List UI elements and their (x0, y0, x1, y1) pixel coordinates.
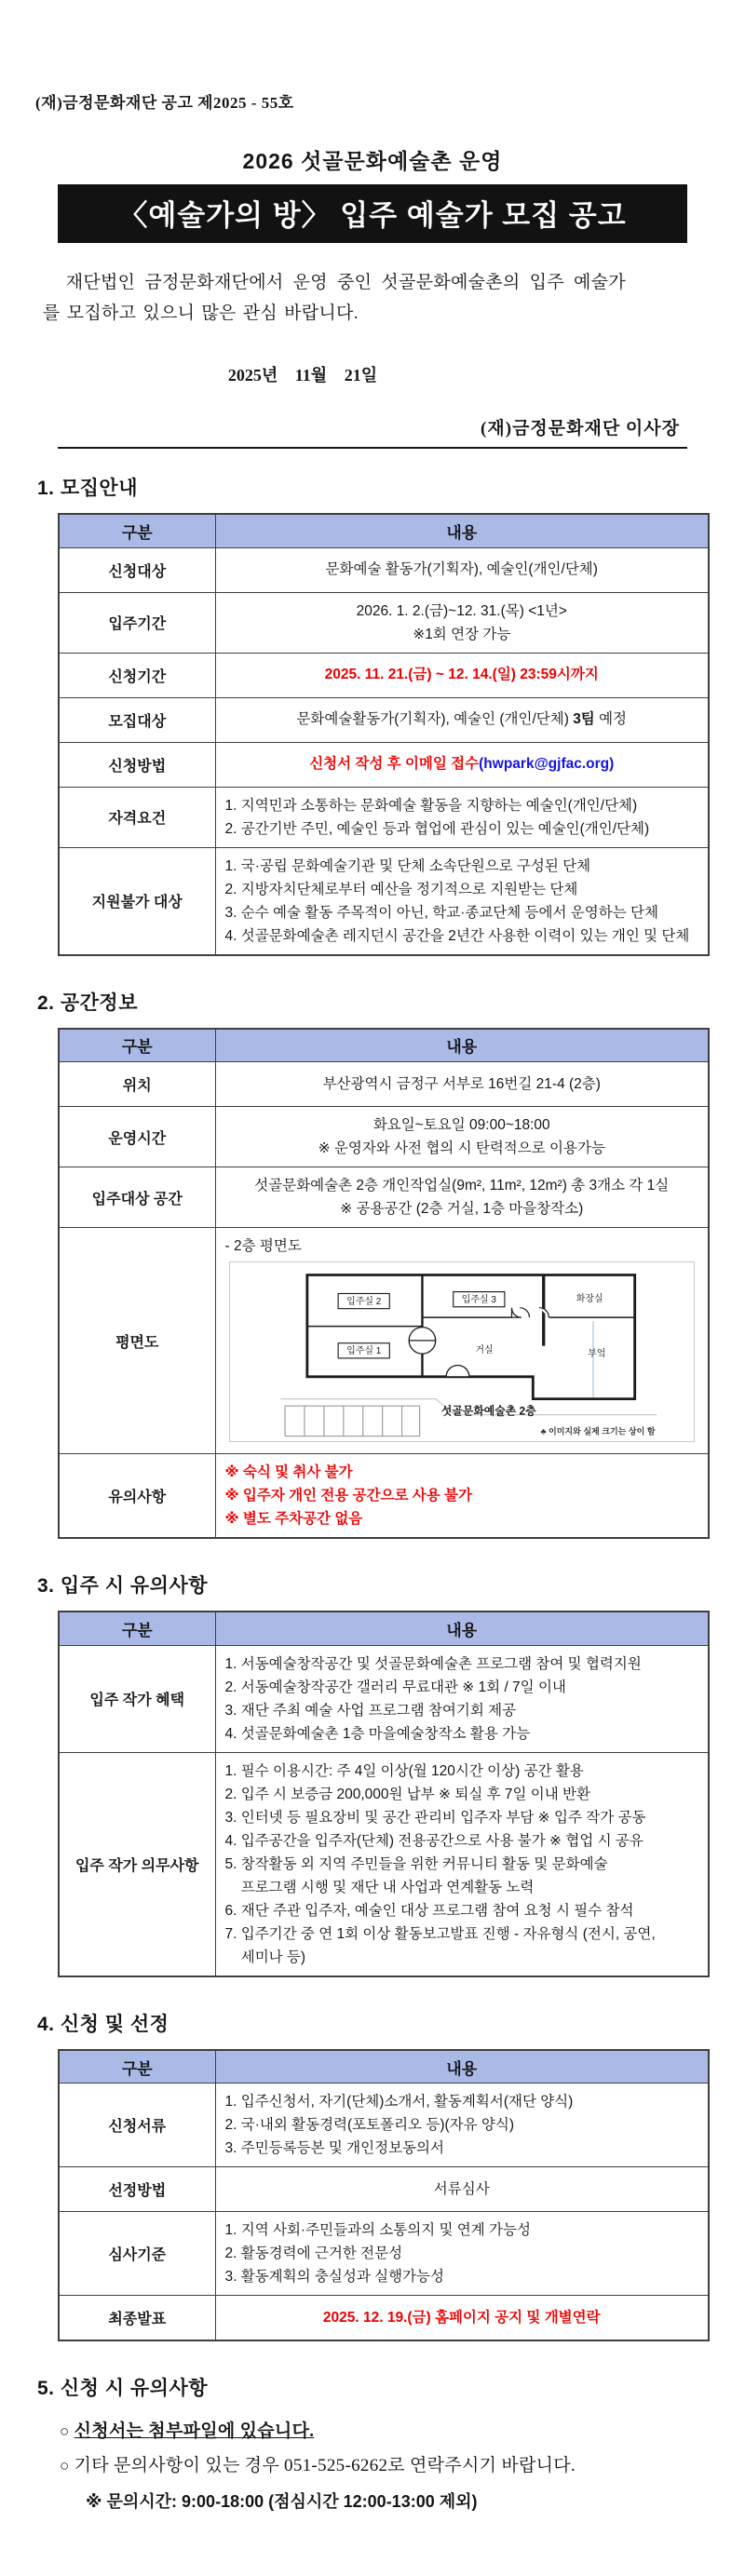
row-value-duties: 1. 필수 이용시간: 주 4일 이상(월 120시간 이상) 공간 활용 2. 입주 시 보증금 200,000원 납부 ※ 퇴실 후 7일 이내 반환 3. 인터넷 등 필요장비 및 공간 관리비 입주자 부담 ※ 입주 작가 공동 4. 입주공간을 입주자(단체) 전용공간으로 사용 불가 ※ 협업 시 공유 5. 창작활동 외 지역 주민들을 위한 커뮤니티 활동 및 문화예술 프로그램 시행 및 재단 내 사업과 연계활동 노력 6. 재단 주관 입주자, 예술인 대상 프로그램 참여 요청 시 필수 참석 7. 입주기간 중 연 1회 이상 활동보고발표 진행 - 자유형식 (전시, 공연, 세미나 등) (215, 1752, 709, 1976)
column-header-content: 내용 (215, 514, 709, 547)
floorplan-title: - 2층 평면도 (224, 1238, 302, 1254)
section-1-heading: 1. 모집안내 (37, 478, 138, 499)
signer-name: (재)금정문화재단 이사장 (481, 419, 680, 438)
row-value: 화요일~토요일 09:00~18:00 ※ 운영자와 사전 협의 시 탄력적으로 이용가능 (215, 1107, 709, 1167)
recruitment-info-table (58, 513, 710, 956)
row-value-documents: 1. 입주신청서, 자기(단체)소개서, 활동계획서(재단 양식) 2. 국·내외 활동경력(포토폴리오 등)(자유 양식) 3. 주민등록등본 및 개인정보동의서 (215, 2084, 709, 2167)
room-label-3: 입주실 3 (461, 1294, 496, 1305)
section-5-heading: 5. 신청 시 유의사항 (37, 2377, 209, 2399)
announcement-date: 2025년 11월 21일 (227, 366, 378, 384)
row-label: 신청대상 (59, 547, 215, 592)
recruit-text-tail: 예정 (594, 711, 628, 727)
intro-line-2: 를 모집하고 있으니 많은 관심 바랍니다. (43, 303, 359, 323)
column-header-content: 내용 (215, 2050, 709, 2084)
table-row-floorplan (59, 1228, 709, 1454)
table-row (59, 547, 709, 592)
note-contact (60, 2448, 710, 2483)
row-value-deadline: 2025. 11. 21.(금) ~ 12. 14.(일) 23:59시까지 (215, 653, 709, 697)
table-row (59, 1107, 709, 1167)
section-4-heading: 4. 신청 및 선정 (37, 2013, 169, 2035)
table-row (59, 697, 709, 742)
table-row (59, 1454, 709, 1539)
method-text: 신청서 작성 후 이메일 접수 (309, 756, 480, 772)
row-label: 운영시간 (59, 1107, 215, 1167)
note-attachment-text: 신청서는 첨부파일에 있습니다. (74, 2421, 315, 2441)
column-header-content: 내용 (215, 1029, 709, 1062)
table-row (59, 1752, 709, 1976)
row-value: 2026. 1. 2.(금)~12. 31.(목) <1년> ※1회 연장 가능 (215, 592, 709, 653)
floorplan-cell (215, 1228, 709, 1454)
row-label: 자격요건 (59, 787, 215, 847)
row-label: 신청기간 (59, 653, 215, 697)
row-label: 유의사항 (59, 1454, 215, 1539)
table-row (59, 742, 709, 787)
row-value: 문화예술 활동가(기획자), 예술인(개인/단체) (215, 547, 709, 592)
row-label: 위치 (59, 1062, 215, 1107)
row-label: 신청방법 (59, 742, 215, 787)
table-row (59, 653, 709, 697)
row-label: 지원불가 대상 (59, 847, 215, 955)
row-label: 평면도 (59, 1228, 215, 1454)
table-row (59, 1167, 709, 1228)
space-info-table (58, 1028, 710, 1540)
table-row (59, 2296, 709, 2340)
row-value-final-announcement: 2025. 12. 19.(금) 홈페이지 공지 및 개별연락 (215, 2296, 709, 2340)
row-value: 1. 국·공립 문화예술기관 및 단체 소속단원으로 구성된 단체 2. 지방자치단체로부터 예산을 정기적으로 지원받는 단체 3. 순수 예술 활동 주목적이 아닌, 학교·종교단체 등에서 운영하는 단체 4. 섯골문화예술촌 레지던시 공간을 2년간 사용한 이력이 있는 개인 및 단체 (215, 847, 709, 955)
signature-block (58, 414, 687, 449)
table-row (59, 787, 709, 847)
row-value: 섯골문화예술촌 2층 개인작업실(9m², 11m², 12m²) 총 3개소 각 1실 ※ 공용공간 (2층 거실, 1층 마을창작소) (215, 1167, 709, 1228)
floorplan-image (229, 1261, 696, 1442)
title-banner (58, 184, 687, 243)
recruit-count: 3팀 (573, 711, 595, 727)
table-row (59, 2084, 709, 2167)
floorplan-note: ♣ 이미지와 실제 크기는 상이 함 (540, 1426, 656, 1436)
row-value-benefits: 1. 서동예술창작공간 및 섯골문화예술촌 프로그램 참여 및 협력지원 2. 서동예술창작공간 갤러리 무료대관 ※ 1회 / 7일 이내 3. 재단 주최 예술 사업 프로그램 참여기회 제공 4. 섯골문화예술촌 1층 마을예술창작소 활용 가능 (215, 1645, 709, 1752)
kitchen-label: 부엌 (587, 1348, 605, 1359)
row-label: 모집대상 (59, 697, 215, 742)
table-row (59, 592, 709, 653)
room-label-2: 입주실 2 (345, 1296, 381, 1307)
application-selection-table (58, 2049, 710, 2341)
final-notes (60, 2414, 710, 2520)
row-label: 심사기준 (59, 2212, 215, 2296)
toilet-label: 화장실 (576, 1294, 603, 1305)
row-label: 선정방법 (59, 2167, 215, 2212)
notice-number: (재)금정문화재단 공고 제2025 - 55호 (35, 94, 294, 112)
row-value (215, 697, 709, 742)
table-header-row (59, 2050, 709, 2084)
row-label: 신청서류 (59, 2084, 215, 2167)
table-row (59, 847, 709, 955)
contact-email: (hwpark@gjfac.org) (479, 756, 615, 772)
row-value-cautions: ※ 숙식 및 취사 불가 ※ 입주자 개인 전용 공간으로 사용 불가 ※ 별도 주차공간 없음 (215, 1454, 709, 1539)
room-label-1: 입주실 1 (345, 1346, 381, 1357)
note-inquiry-hours: ※ 문의시간: 9:00-18:00 (점심시간 12:00-13:00 제외) (86, 2491, 478, 2511)
row-label: 최종발표 (59, 2296, 215, 2340)
circle-bullet-icon: ○ (60, 2421, 70, 2440)
row-label: 입주기간 (59, 592, 215, 653)
column-header-content: 내용 (215, 1612, 709, 1645)
row-value (215, 742, 709, 787)
table-row (59, 1645, 709, 1752)
table-header-row (59, 1612, 709, 1645)
row-label: 입주 작가 혜택 (59, 1645, 215, 1752)
intro-paragraph (43, 267, 702, 329)
row-label: 입주 작가 의무사항 (59, 1752, 215, 1976)
column-header-category: 구분 (59, 1612, 215, 1645)
recruit-text: 문화예술활동가(기획자), 예술인 (개인/단체) (296, 711, 574, 727)
table-row (59, 1062, 709, 1107)
row-label: 입주대상 공간 (59, 1167, 215, 1228)
table-row (59, 2167, 709, 2212)
table-row (59, 2212, 709, 2296)
floorplan-caption: 섯골문화예술촌 2층 (440, 1404, 536, 1418)
section-2-heading: 2. 공간정보 (37, 991, 138, 1014)
circle-bullet-icon: ○ (60, 2456, 70, 2475)
note-attachment (60, 2414, 710, 2448)
living-label: 거실 (474, 1345, 494, 1356)
row-value-criteria: 1. 지역 사회·주민들과의 소통의지 및 연계 가능성 2. 활동경력에 근거한 전문성 3. 활동계획의 충실성과 실행가능성 (215, 2212, 709, 2296)
row-value: 서류심사 (215, 2167, 709, 2212)
column-header-category: 구분 (59, 2050, 215, 2084)
page-title: 〈예술가의 방〉 입주 예술가 모집 공고 (118, 199, 627, 232)
column-header-category: 구분 (59, 1029, 215, 1062)
column-header-category: 구분 (59, 514, 215, 547)
table-header-row (59, 1029, 709, 1062)
intro-line-1: 재단법인 금정문화재단에서 운영 중인 섯골문화예술촌의 입주 예술가 (65, 273, 626, 292)
document-subtitle: 2026 섯골문화예술촌 운영 (242, 149, 503, 173)
note-contact-text: 기타 문의사항이 있는 경우 051-525-6262로 연락주시기 바랍니다. (74, 2455, 576, 2475)
floorplan-drawing (232, 1266, 693, 1439)
row-value-address: 부산광역시 금정구 서부로 16번길 21-4 (2층) (215, 1062, 709, 1107)
table-header-row (59, 514, 709, 547)
residency-terms-table (58, 1611, 710, 1977)
section-3-heading: 3. 입주 시 유의사항 (37, 1575, 209, 1598)
row-value: 1. 지역민과 소통하는 문화예술 활동을 지향하는 예술인(개인/단체) 2. 공간기반 주민, 예술인 등과 협업에 관심이 있는 예술인(개인/단체) (215, 787, 709, 847)
